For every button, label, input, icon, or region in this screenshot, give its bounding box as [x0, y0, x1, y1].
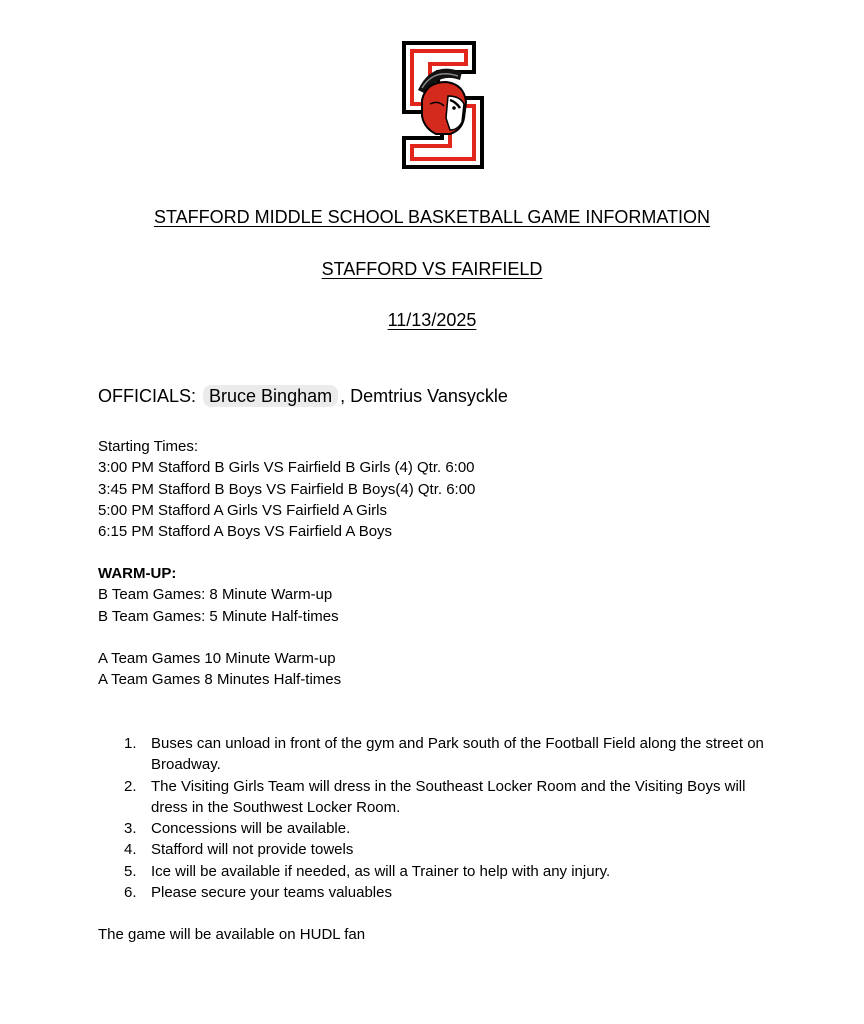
warmup-heading: WARM-UP: — [98, 565, 177, 582]
warmup-line: B Team Games: 5 Minute Half-times — [98, 607, 339, 625]
warmup-line: B Team Games: 8 Minute Warm-up — [98, 586, 333, 604]
list-item: 4. Stafford will not provide towels — [124, 841, 354, 859]
warmup-line: A Team Games 10 Minute Warm-up — [98, 650, 336, 668]
document-title: STAFFORD MIDDLE SCHOOL BASKETBALL GAME INFORMATION — [153, 207, 711, 227]
matchup-heading: STAFFORD VS FAIRFIELD — [321, 259, 543, 279]
game-time-row: 3:45 PM Stafford B Boys VS Fairfield B Boys(4) Qtr. 6:00 — [98, 480, 476, 498]
list-item: 2. The Visiting Girls Team will dress in the Southeast Locker Room and the Visiting Boys will dress in the Southwest Locker Room. — [124, 777, 746, 816]
list-item: 3. Concessions will be available. — [124, 820, 351, 838]
stafford-spartan-logo — [392, 38, 488, 172]
warmup-line: A Team Games 8 Minutes Half-times — [98, 671, 342, 689]
starting-times-section — [98, 436, 475, 542]
game-time-row: 3:00 PM Stafford B Girls VS Fairfield B Girls (4) Qtr. 6:00 — [98, 459, 475, 477]
game-time-row: 5:00 PM Stafford A Girls VS Fairfield A Girls — [98, 501, 388, 519]
list-item: 1. Buses can unload in front of the gym and Park south of the Football Field along the street on Broadway. — [124, 735, 764, 774]
list-item: 6. Please secure your teams valuables — [124, 884, 392, 902]
game-time-row: 6:15 PM Stafford A Boys VS Fairfield A Boys — [98, 523, 393, 541]
officials-line — [98, 384, 508, 408]
warmup-section — [98, 563, 341, 691]
rules-list — [98, 733, 778, 903]
list-item: 5. Ice will be available if needed, as will a Trainer to help with any injury. — [124, 862, 611, 880]
game-date: 11/13/2025 — [387, 310, 477, 330]
officials-separator: , — [340, 386, 346, 406]
official-name: Demtrius Vansyckle — [350, 386, 508, 406]
officials-label: OFFICIALS: — [98, 386, 197, 406]
streaming-note: The game will be available on HUDL fan — [98, 926, 366, 943]
starting-times-heading: Starting Times: — [98, 438, 199, 455]
official-name-chip[interactable]: Bruce Bingham — [203, 385, 338, 407]
